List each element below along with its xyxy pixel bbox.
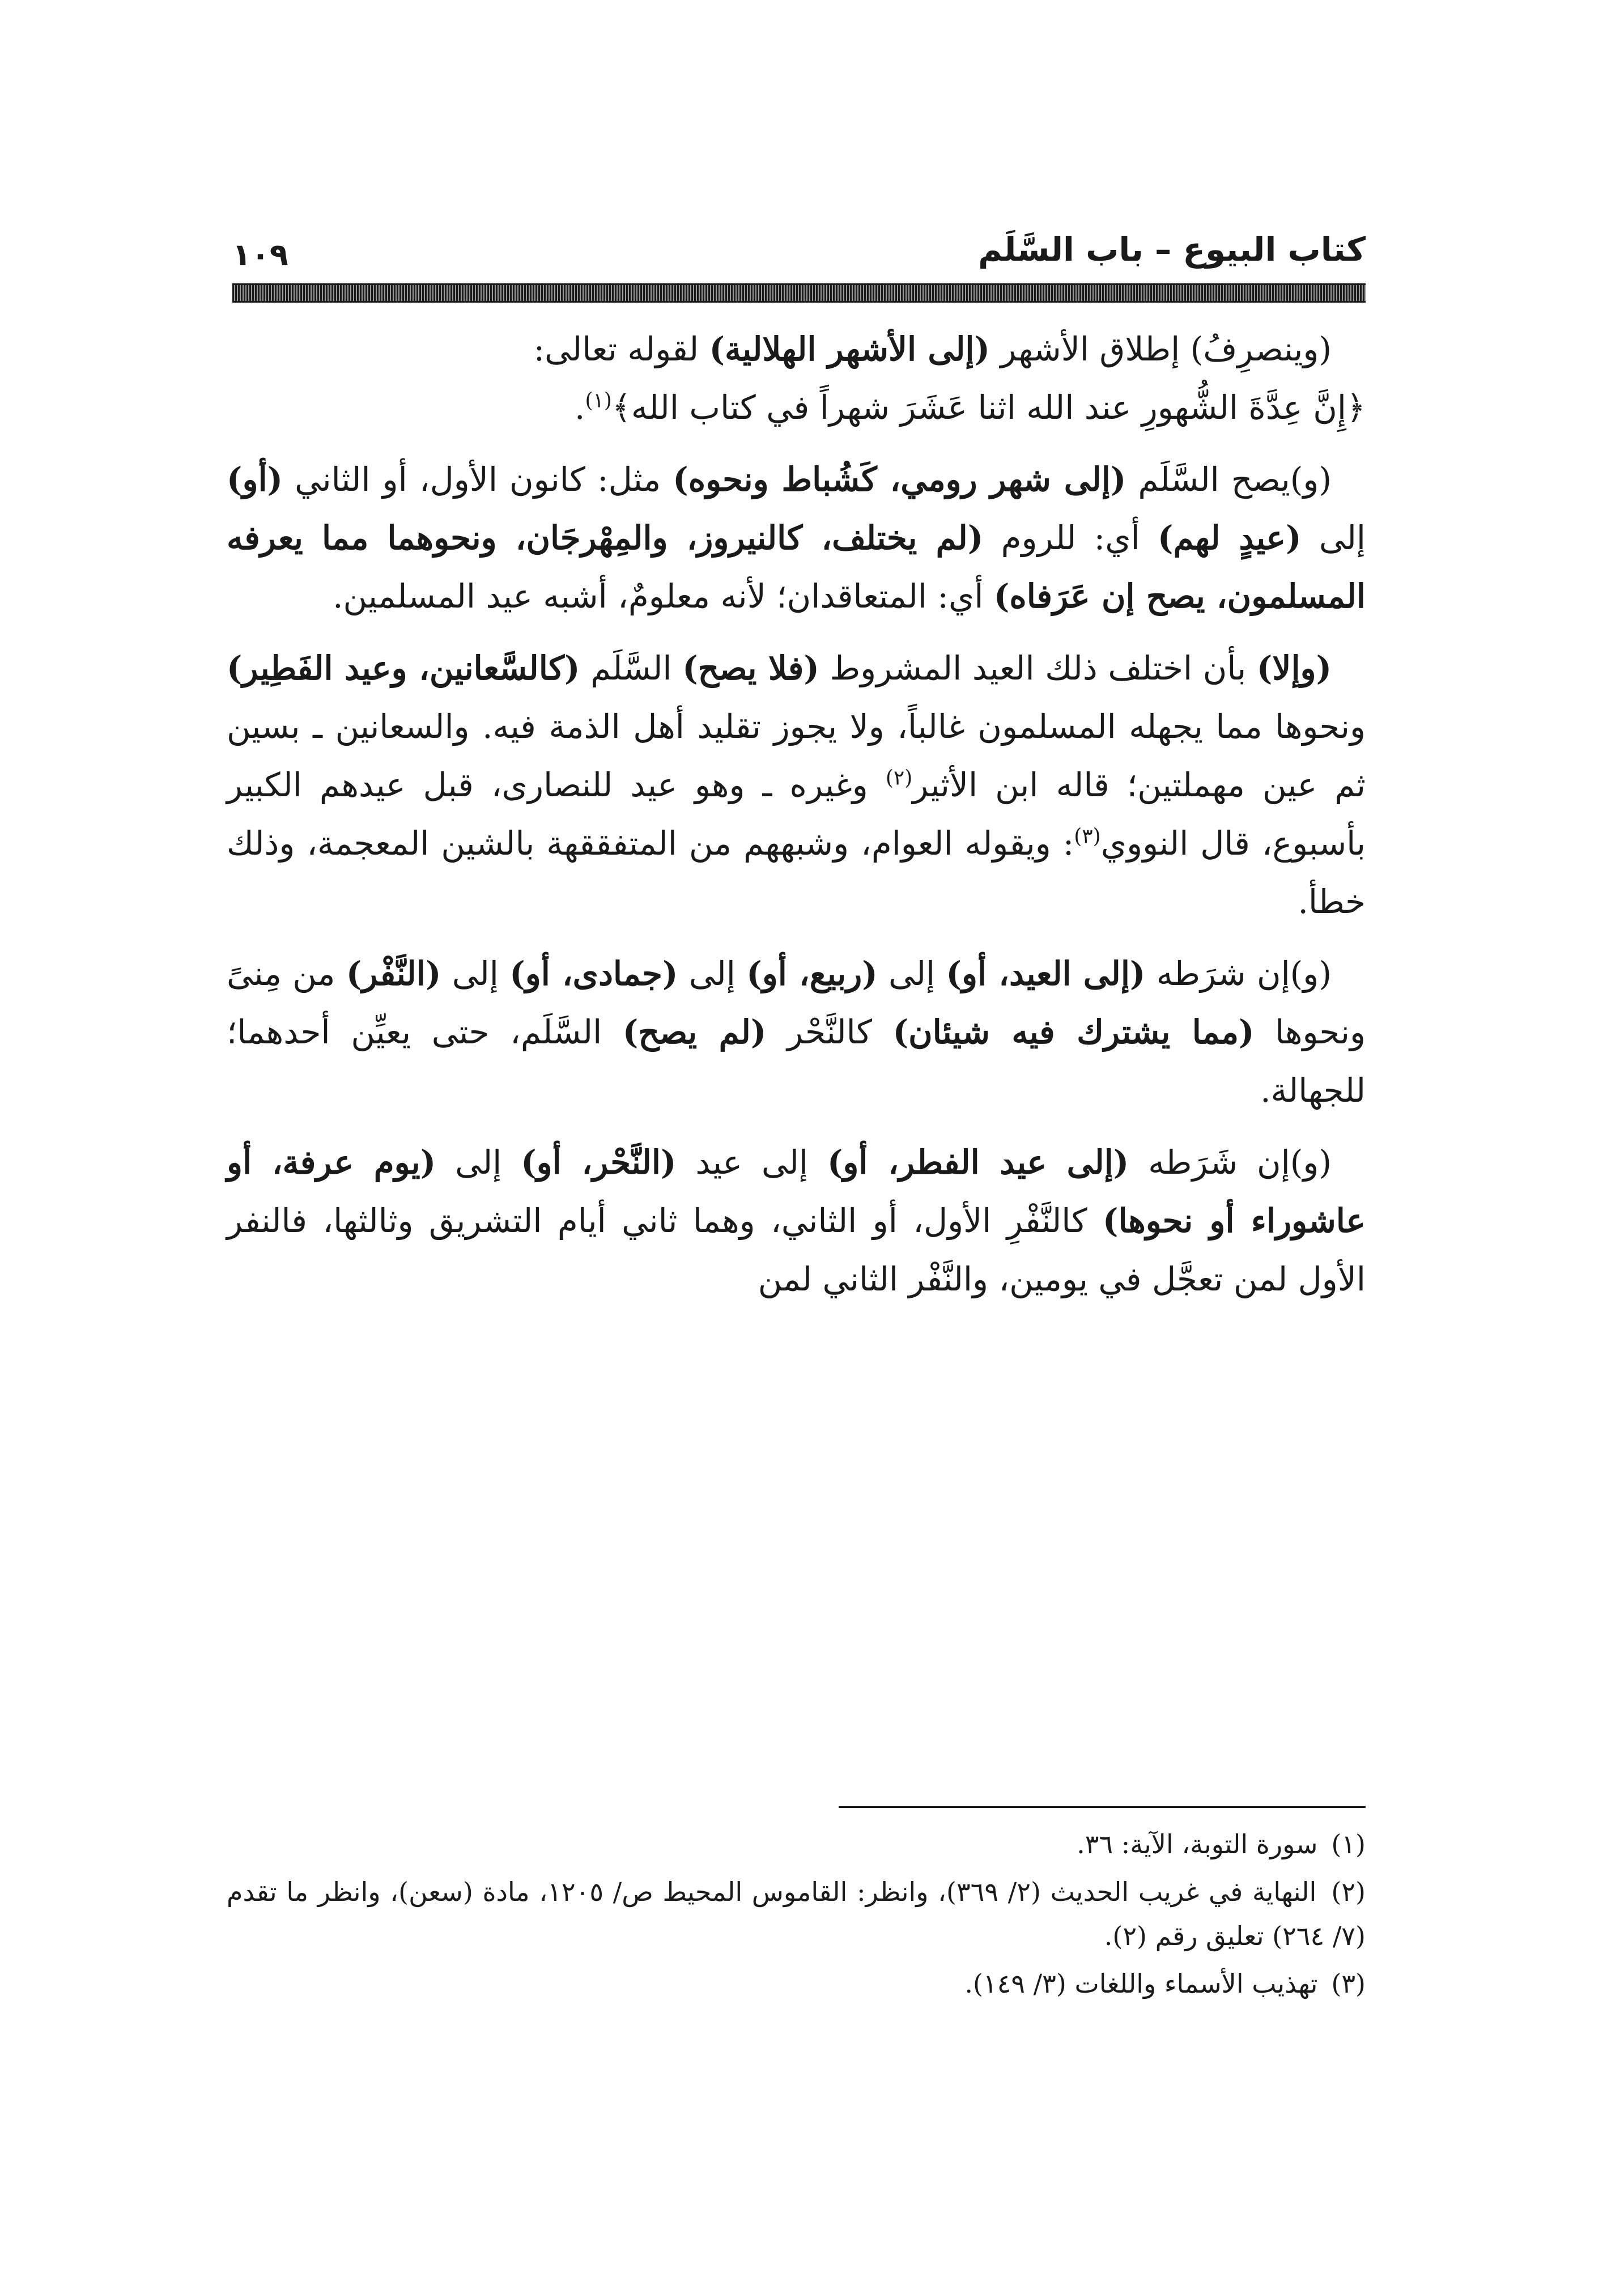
footnote-text: سورة التوبة، الآية: ٣٦.	[1077, 1829, 1318, 1859]
footnote-ref-2: (٢)	[885, 766, 913, 790]
header-rule	[232, 283, 1366, 303]
footnote-1	[227, 1822, 1366, 1866]
footnote-text: النهاية في غريب الحديث (٢/ ٣٦٩)، وانظر: القاموس المحيط ص/ ١٢٠٥، مادة (سعن)، وانظر ما تقدم (٧/ ٢٦٤) تعليق رقم (٢).	[227, 1876, 1366, 1951]
paragraph-5: (و)إن شَرَطه (إلى عيد الفطر، أو) إلى عيد (النَّحْر، أو) إلى (يوم عرفة، أو عاشوراء أو نحوها) كالنَّفْرِ الأول، أو الثاني، وهما ثاني أيام التشريق وثالثها، فالنفر الأول لمن تعجَّل في يومين، والنَّفْر الثاني لمن	[227, 1143, 1366, 1298]
footnote-number: (١)	[1331, 1829, 1366, 1859]
page-number: ١٠٩	[232, 237, 288, 273]
footnote-ref-1: (١)	[585, 389, 612, 413]
paragraph-4: (و)إن شرَطه (إلى العيد، أو) إلى (ربيع، أو) إلى (جمادى، أو) إلى (النَّفْر) من مِنىً ونحوها (مما يشترك فيه شيئان) كالنَّحْر (لم يصح) السَّلَم، حتى يعيِّن أحدهما؛ للجهالة.	[227, 954, 1366, 1110]
paragraph-2: (و)يصح السَّلَم (إلى شهر رومي، كَشُباط ونحوه) مثل: كانون الأول، أو الثاني (أو) إلى (عيدٍ لهم) أي: للروم (لم يختلف، كالنيروز، والمِهْرجَان، ونحوهما مما يعرفه المسلمون، يصح إن عَرَفاه) أي: المتعاقدان؛ لأنه معلومٌ، أشبه عيد المسلمين.	[227, 460, 1366, 615]
footnote-separator	[839, 1806, 1366, 1808]
paragraph-1: (وينصرِفُ) إطلاق الأشهر (إلى الأشهر الهلالية) لقوله تعالى: ﴿إِنَّ عِدَّةَ الشُّهورِ عند الله اثنا عَشَرَ شهراً في كتاب الله﴾$^{(١)}$.	[533, 330, 1366, 427]
quran-verse: ﴿إِنَّ عِدَّةَ الشُّهورِ عند الله اثنا عَشَرَ شهراً في كتاب الله﴾	[611, 388, 1366, 427]
footnote-ref-3: (٣)	[1074, 825, 1101, 848]
footnote-2	[227, 1870, 1366, 1958]
running-title: كتاب البيوع – باب السَّلَم	[978, 230, 1366, 269]
page-header	[232, 227, 1366, 272]
footnote-3	[227, 1961, 1366, 2006]
footnote-number: (٢)	[1331, 1876, 1366, 1907]
footnote-number: (٣)	[1331, 1968, 1366, 1999]
paragraph-3: (وإلا) بأن اختلف ذلك العيد المشروط (فلا يصح) السَّلَم (كالسَّعانين، وعيد الفَطِير) ونحوها مما يجهله المسلمون غالباً، ولا يجوز تقليد أهل الذمة فيه. والسعانين ـ بسين ثم عين مهملتين؛ قاله ابن الأثير$^{(٢)}$ وغيره ـ وهو عيد للنصارى، قبل عيدهم الكبير بأسبوع، قال النووي$^{(٣)}$: ويقوله العوام، وشبههم من المتفققهة بالشين المعجمة، وذلك خطأ.	[227, 649, 1366, 921]
main-text	[227, 320, 1366, 1322]
footnote-text: تهذيب الأسماء واللغات (٣/ ١٤٩).	[964, 1968, 1318, 1999]
footnotes	[227, 1822, 1366, 2009]
